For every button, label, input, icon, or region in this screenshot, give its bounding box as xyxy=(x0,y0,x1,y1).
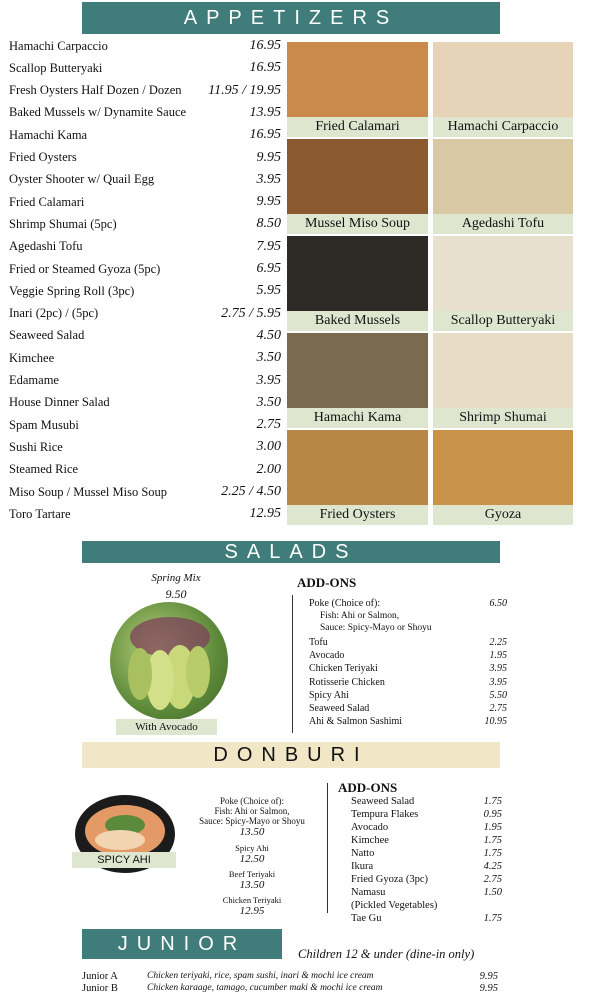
appetizers-title: APPETIZERS xyxy=(183,6,399,29)
appetizer-photo xyxy=(287,430,428,525)
donburi-addon-price: 1.75 xyxy=(483,913,502,924)
appetizer-photo xyxy=(287,333,428,428)
appetizers-banner xyxy=(82,2,500,34)
salad-addon-row xyxy=(309,637,507,648)
appetizer-photo-caption: Baked Mussels xyxy=(287,311,428,331)
salad-addon-row xyxy=(309,690,507,701)
appetizer-row xyxy=(9,481,281,503)
appetizer-name: House Dinner Salad xyxy=(9,395,110,410)
salad-addon-price: 5.50 xyxy=(489,689,507,701)
salads-banner xyxy=(82,541,500,563)
appetizer-price: 3.50 xyxy=(256,350,281,366)
donburi-bowl-price: 13.50 xyxy=(239,879,265,891)
salad-photo xyxy=(110,602,228,720)
donburi-addon-row xyxy=(351,861,502,872)
appetizer-row xyxy=(9,303,281,325)
salad-poke-sauce: Sauce: Spicy-Mayo or Shoyu xyxy=(320,623,432,633)
appetizer-name: Shrimp Shumai (5pc) xyxy=(9,216,117,231)
appetizer-price: 2.75 xyxy=(256,417,281,433)
appetizer-price: 3.95 xyxy=(256,372,281,388)
appetizer-name: Sushi Rice xyxy=(9,439,63,454)
donburi-addon-row xyxy=(351,874,502,885)
donburi-addon-name: Namasu xyxy=(351,887,386,898)
donburi-addon-name: Fried Gyoza (3pc) xyxy=(351,874,428,885)
donburi-addon-name: Ikura xyxy=(351,861,374,872)
junior-item-name: Junior A xyxy=(82,971,118,982)
junior-note: Children 12 & under (dine-in only) xyxy=(298,947,475,961)
salad-addons-divider xyxy=(292,595,293,733)
donburi-addon-row xyxy=(351,848,502,859)
appetizer-price: 11.95 / 19.95 xyxy=(208,82,281,98)
donburi-bowl-name: Chicken Teriyaki xyxy=(222,895,282,905)
appetizer-name: Scallop Butteryaki xyxy=(9,60,103,75)
donburi-title: DONBURI xyxy=(213,743,369,766)
appetizer-row xyxy=(9,414,281,436)
donburi-addon-price: 4.25 xyxy=(483,861,502,872)
spring-mix-label: Spring Mix xyxy=(151,572,201,584)
appetizer-row xyxy=(9,436,281,458)
salad-addon-price: 1.95 xyxy=(489,650,507,662)
appetizer-name: Inari (2pc) / (5pc) xyxy=(9,306,99,321)
salad-poke-price: 6.50 xyxy=(489,598,507,609)
donburi-addon-row xyxy=(351,822,502,833)
appetizer-row xyxy=(9,124,281,146)
appetizer-photo-caption: Hamachi Kama xyxy=(287,408,428,428)
appetizer-photo-caption: Fried Calamari xyxy=(287,117,428,137)
spring-mix-price: 9.50 xyxy=(165,587,187,601)
salads-title: SALADS xyxy=(224,540,358,563)
salad-addon-row xyxy=(309,716,507,727)
donburi-addon-name: Natto xyxy=(351,848,375,859)
appetizer-name: Oyster Shooter w/ Quail Egg xyxy=(9,172,155,187)
salad-poke-fish: Fish: Ahi or Salmon, xyxy=(320,611,400,621)
appetizer-name: Hamachi Carpaccio xyxy=(9,38,108,53)
appetizer-row xyxy=(9,236,281,258)
salad-addon-price: 2.75 xyxy=(489,703,507,714)
salad-addon-price: 3.95 xyxy=(489,676,507,688)
donburi-bowl-name: Spicy Ahi xyxy=(235,843,269,853)
donburi-poke-price: 13.50 xyxy=(239,826,265,838)
salad-addon-price: 3.95 xyxy=(489,663,507,675)
salad-addons-title: ADD-ONS xyxy=(297,575,357,590)
donburi-addon-row xyxy=(351,835,502,846)
donburi-addon-row xyxy=(351,809,502,820)
junior-item-desc: Chicken teriyaki, rice, spam sushi, inari & mochi ice cream xyxy=(147,971,374,981)
appetizer-price: 6.95 xyxy=(256,261,281,276)
appetizer-row xyxy=(9,459,281,481)
salad-addon-name: Seaweed Salad xyxy=(309,703,370,714)
salad-addon-name: Chicken Teriyaki xyxy=(309,663,378,675)
salad-poke-row xyxy=(309,598,507,609)
donburi-addon-name: Tempura Flakes xyxy=(351,809,419,820)
appetizer-name: Kimchee xyxy=(9,350,55,365)
appetizer-row xyxy=(9,370,281,392)
salad-poke-label: Poke (Choice of): xyxy=(309,598,381,609)
salad-addon-name: Spicy Ahi xyxy=(309,689,349,701)
appetizer-name: Veggie Spring Roll (3pc) xyxy=(9,283,135,298)
appetizer-price: 2.75 / 5.95 xyxy=(221,305,281,321)
donburi-addon-name: Tae Gu xyxy=(351,913,382,924)
appetizer-row xyxy=(9,80,281,102)
appetizer-row xyxy=(9,392,281,414)
appetizer-photo-caption: Agedashi Tofu xyxy=(433,214,573,234)
donburi-addons-title: ADD-ONS xyxy=(338,780,398,795)
appetizer-name: Baked Mussels w/ Dynamite Sauce xyxy=(9,105,187,120)
appetizer-photo xyxy=(433,42,573,137)
appetizer-photo xyxy=(433,430,573,525)
donburi-poke-fish: Fish: Ahi or Salmon, xyxy=(214,806,290,816)
salad-addon-name: Tofu xyxy=(309,637,328,648)
appetizer-row xyxy=(9,35,281,57)
donburi-addon-row xyxy=(351,900,502,911)
donburi-addon-name: Avocado xyxy=(351,822,389,833)
salad-addon-name: Avocado xyxy=(309,650,345,662)
appetizer-row xyxy=(9,258,281,280)
appetizer-photo xyxy=(433,139,573,234)
donburi-addon-row xyxy=(351,796,502,807)
appetizer-price: 4.50 xyxy=(256,327,281,343)
donburi-addon-row xyxy=(351,887,502,898)
donburi-addon-name: Seaweed Salad xyxy=(351,796,415,807)
donburi-addon-price: 1.75 xyxy=(483,796,502,807)
junior-item-name: Junior B xyxy=(82,983,118,994)
donburi-bowl-price: 12.50 xyxy=(239,853,265,865)
appetizer-name: Seaweed Salad xyxy=(9,328,85,343)
junior-item-desc: Chicken karaage, tamago, cucumber maki & mochi ice cream xyxy=(147,983,383,993)
appetizer-name: Agedashi Tofu xyxy=(9,239,83,254)
salad-addon-name: Ahi & Salmon Sashimi xyxy=(309,716,403,728)
donburi-addon-row xyxy=(351,913,502,924)
appetizer-name: Steamed Rice xyxy=(9,462,79,477)
appetizer-photo xyxy=(433,236,573,331)
appetizer-name: Fried Calamari xyxy=(9,194,85,209)
donburi-poke-label: Poke (Choice of): xyxy=(220,796,284,806)
donburi-banner xyxy=(82,742,500,768)
donburi-poke-sauce: Sauce: Spicy-Mayo or Shoyu xyxy=(199,816,305,826)
appetizer-name: Fried Oysters xyxy=(9,150,77,164)
appetizer-name: Fresh Oysters Half Dozen / Dozen xyxy=(9,83,182,98)
donburi-addon-price: 1.95 xyxy=(483,822,502,833)
appetizer-photo-caption: Mussel Miso Soup xyxy=(287,214,428,234)
appetizer-row xyxy=(9,347,281,369)
appetizer-price: 16.95 xyxy=(249,60,281,76)
appetizer-photo xyxy=(287,236,428,331)
appetizer-photo xyxy=(287,42,428,137)
salad-addon-price: 2.25 xyxy=(489,637,507,648)
junior-item-price: 9.95 xyxy=(479,971,498,982)
appetizer-row xyxy=(9,57,281,79)
appetizer-row xyxy=(9,213,281,235)
appetizer-row xyxy=(9,503,281,525)
appetizer-photo-caption: Gyoza xyxy=(433,505,573,525)
salad-addon-name: Rotisserie Chicken xyxy=(309,676,385,688)
appetizer-price: 2.25 / 4.50 xyxy=(221,484,281,499)
appetizer-price: 9.95 xyxy=(256,149,281,165)
appetizer-name: Spam Musubi xyxy=(9,417,79,432)
appetizer-price: 9.95 xyxy=(256,194,281,210)
donburi-addon-price: 0.95 xyxy=(483,809,502,820)
appetizer-photo xyxy=(287,139,428,234)
salad-photo-caption: With Avocado xyxy=(116,719,217,735)
appetizer-photo-caption: Scallop Butteryaki xyxy=(433,311,573,331)
appetizer-name: Edamame xyxy=(9,373,59,387)
donburi-bowl-price: 12.95 xyxy=(239,905,265,917)
appetizer-photo xyxy=(433,333,573,428)
junior-banner xyxy=(82,929,282,959)
donburi-photo-caption: SPICY AHI xyxy=(72,852,176,868)
appetizer-name: Toro Tartare xyxy=(9,506,71,521)
donburi-addon-price: 1.75 xyxy=(483,835,502,846)
appetizer-row xyxy=(9,102,281,124)
donburi-bowl-name: Beef Teriyaki xyxy=(228,869,276,879)
avocado-salad-illustration xyxy=(110,602,228,720)
appetizer-price: 3.95 xyxy=(256,171,281,187)
donburi-addon-price: 2.75 xyxy=(483,874,502,885)
appetizer-photo-caption: Hamachi Carpaccio xyxy=(433,117,573,137)
appetizer-name: Miso Soup / Mussel Miso Soup xyxy=(9,484,168,499)
appetizer-name: Fried or Steamed Gyoza (5pc) xyxy=(9,261,161,276)
donburi-addon-name: Kimchee xyxy=(351,835,389,846)
donburi-addon-price: 1.75 xyxy=(483,848,502,859)
appetizer-price: 13.95 xyxy=(249,104,281,120)
donburi-addon-name: (Pickled Vegetables) xyxy=(351,900,438,911)
appetizer-name: Hamachi Kama xyxy=(9,127,88,142)
appetizer-price: 12.95 xyxy=(249,506,281,522)
salad-addon-row xyxy=(309,663,507,674)
appetizer-photo-caption: Shrimp Shumai xyxy=(433,408,573,428)
salad-addon-row xyxy=(309,650,507,661)
appetizer-price: 16.95 xyxy=(249,38,281,53)
appetizer-row xyxy=(9,169,281,191)
appetizer-row xyxy=(9,191,281,213)
donburi-addon-price: 1.50 xyxy=(483,887,502,898)
appetizer-price: 3.50 xyxy=(256,394,281,410)
appetizer-price: 3.00 xyxy=(256,439,281,455)
appetizer-price: 7.95 xyxy=(256,238,281,254)
junior-item-price: 9.95 xyxy=(479,983,498,994)
appetizer-price: 5.95 xyxy=(256,283,281,299)
appetizer-price: 16.95 xyxy=(249,127,281,143)
salad-addon-row xyxy=(309,703,507,714)
salad-addon-price: 10.95 xyxy=(484,716,507,728)
appetizer-photo-caption: Fried Oysters xyxy=(287,505,428,525)
junior-title: JUNIOR xyxy=(117,932,247,955)
appetizer-row xyxy=(9,280,281,302)
donburi-addons-divider xyxy=(327,783,328,913)
appetizer-row xyxy=(9,147,281,169)
appetizer-row xyxy=(9,325,281,347)
appetizer-price: 8.50 xyxy=(256,216,281,232)
salad-addon-row xyxy=(309,677,507,688)
appetizer-price: 2.00 xyxy=(256,461,281,477)
